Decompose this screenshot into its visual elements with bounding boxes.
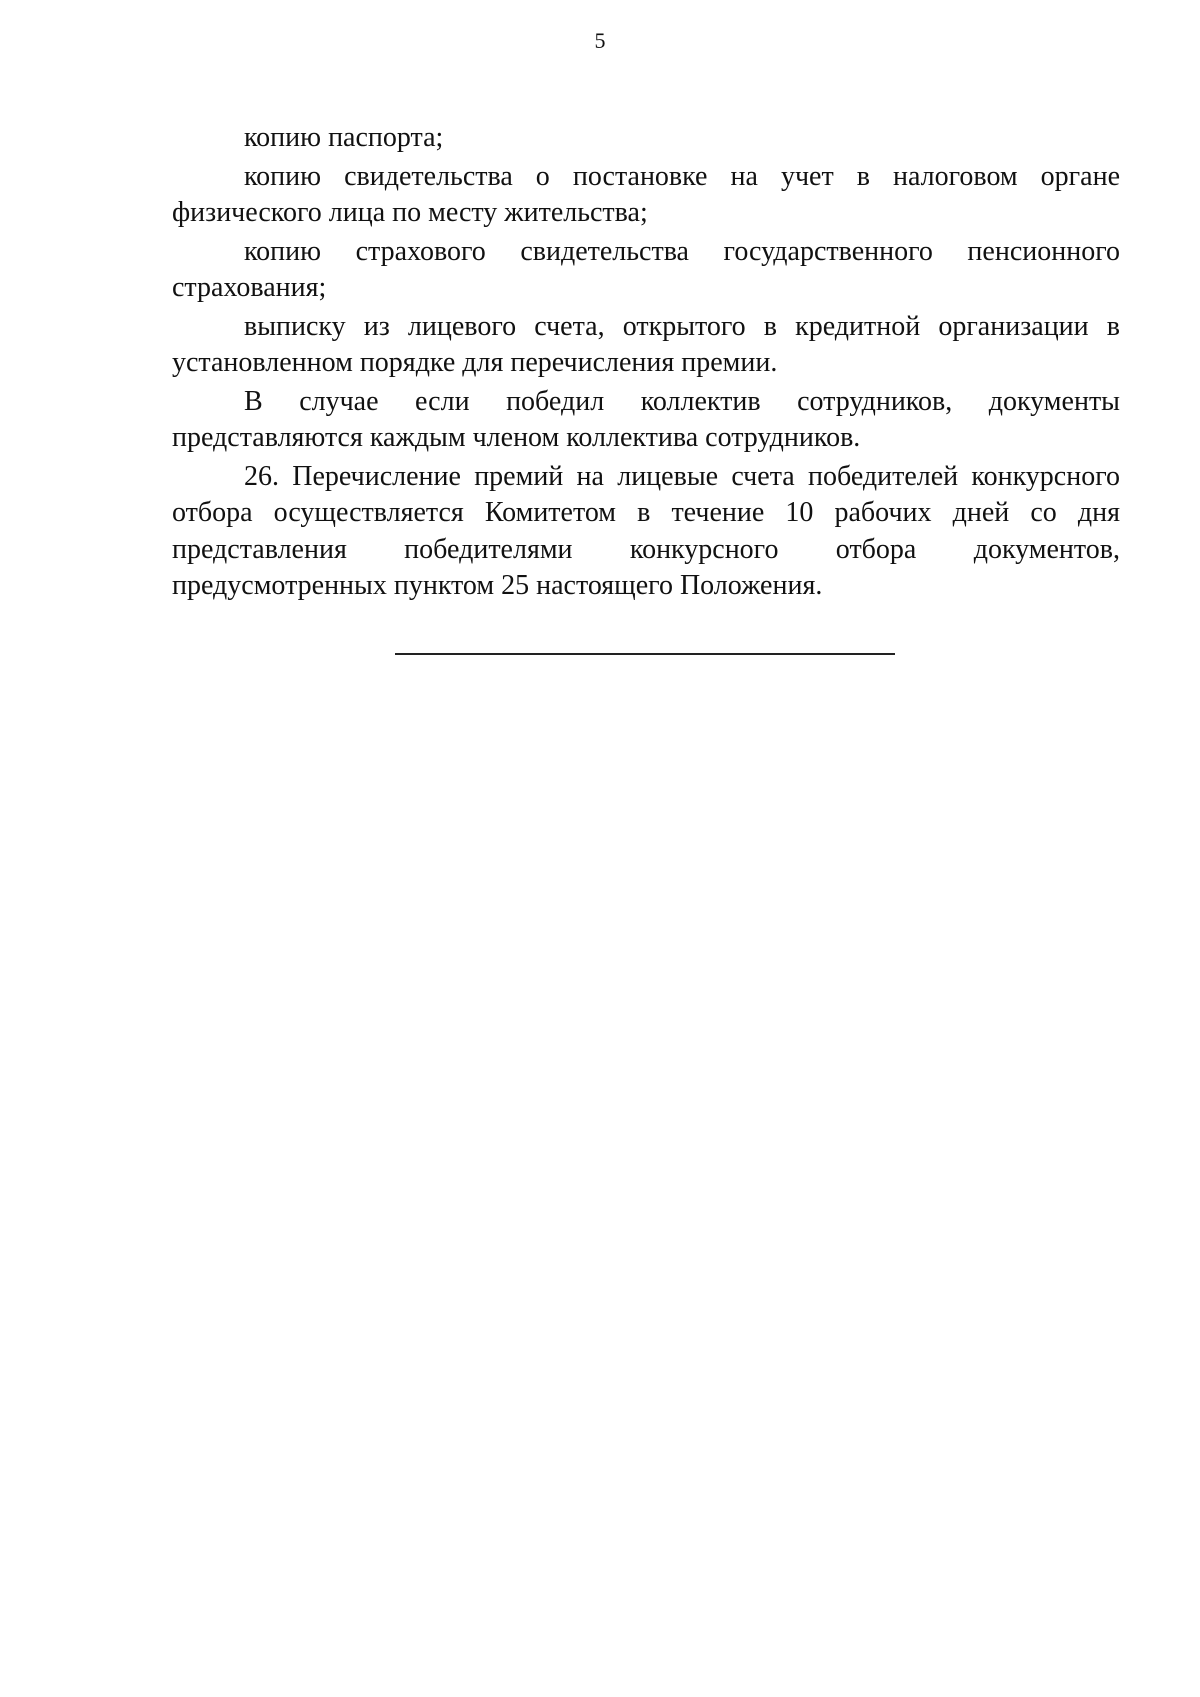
paragraph-insurance-certificate-copy: копию страхового свидетельства государственного пенсионного страхования; [172, 235, 1120, 303]
paragraph-tax-certificate-copy: копию свидетельства о постановке на учет в налоговом органе физического лица по месту жительства; [172, 160, 1120, 228]
paragraph-passport-copy: копию паспорта; [244, 122, 444, 153]
paragraph-team-winner: В случае если победил коллектив сотрудников, документы представляются каждым членом коллектива сотрудников. [172, 385, 1120, 453]
paragraph-26-bonus-transfer: 26. Перечисление премий на лицевые счета победителей конкурсного отбора осуществляется Комитетом в течение 10 рабочих дней со дня представления победителями конкурсного отбора документов, предусмотренных пунктом 25 настоящего Положения. [172, 460, 1120, 601]
page-number: 5 [594, 28, 606, 53]
closing-divider-line [395, 653, 895, 655]
document-body [172, 120, 1120, 607]
paragraph-account-statement: выписку из лицевого счета, открытого в кредитной организации в установленном порядке для перечисления премии. [172, 310, 1120, 378]
